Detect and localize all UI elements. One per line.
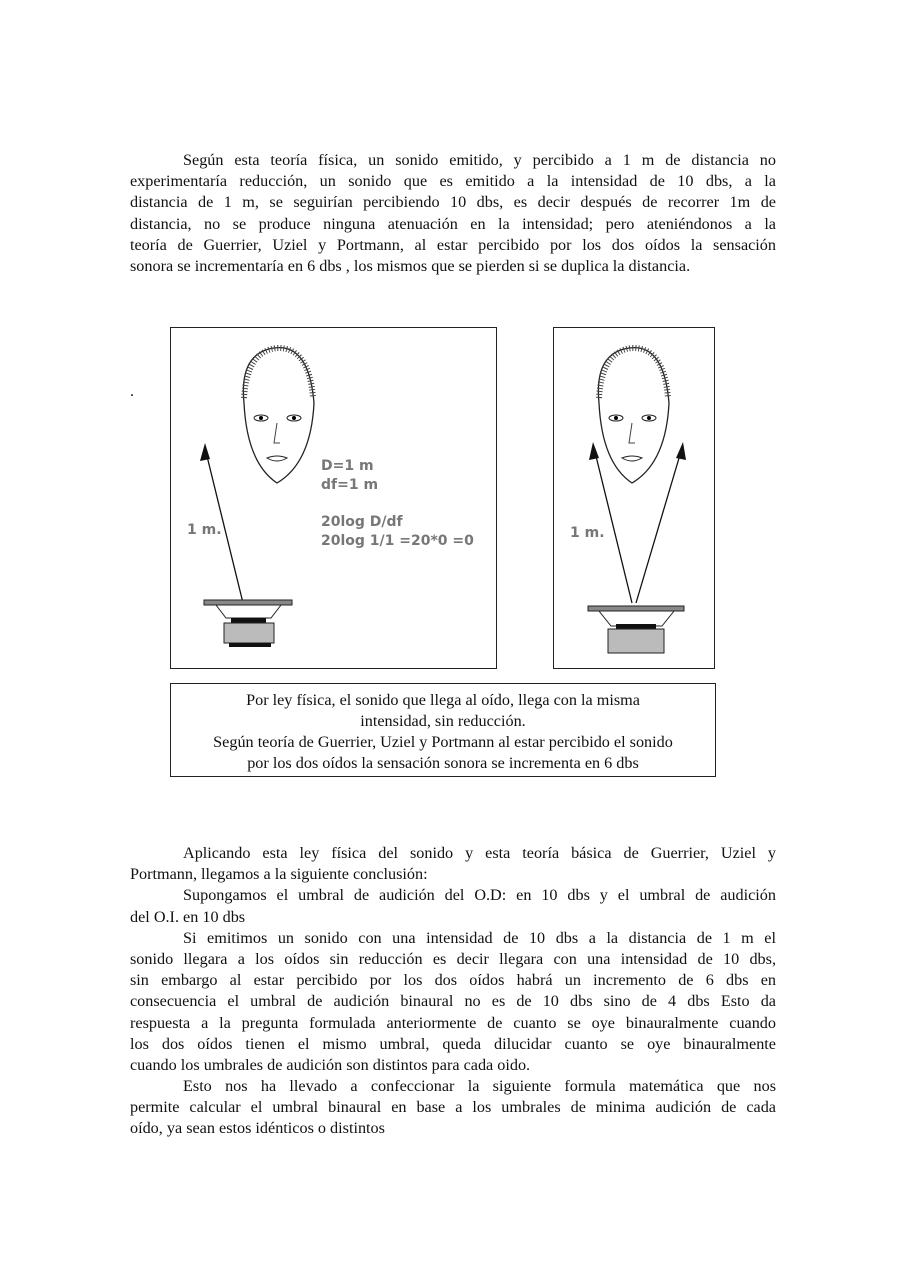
text-line: los dos oídos tienen el mismo umbral, queda dilucidar cuanto se oye binauralmente	[130, 1034, 776, 1053]
head-icon	[243, 348, 314, 483]
text-line: Si emitimos un sonido con una intensidad de 10 dbs a la distancia de 1 m el	[183, 928, 776, 947]
text-line: distancia de 1 m, se seguirían percibiendo 10 dbs, es decir después de recorrer 1m de	[130, 193, 776, 212]
formula-line: D=1 m	[321, 458, 374, 474]
text-line: Aplicando esta ley física del sonido y esta teoría básica de Guerrier, Uziel y	[183, 844, 776, 862]
text-line: sin embargo al estar percibido por los dos oídos habrá un incremento de 6 dbs en	[130, 971, 776, 990]
text-line: respuesta a la pregunta formulada anteriormente de cuanto se oye binauralmente cuando	[130, 1013, 776, 1032]
caption-line: Según teoría de Guerrier, Uziel y Portmann al estar percibido el sonido	[213, 733, 673, 751]
distance-label: 1 m.	[187, 522, 222, 538]
caption-line: intensidad, sin reducción.	[360, 712, 526, 730]
text-line: oído, ya sean estos idénticos o distintos	[130, 1119, 385, 1138]
head-icon	[598, 348, 669, 483]
paragraph-2	[130, 843, 776, 1140]
speaker-icon	[588, 606, 684, 653]
formula-line: 20log 1/1 =20*0 =0	[321, 533, 474, 549]
head-speaker-illustration	[171, 328, 496, 668]
figure-caption-box	[170, 683, 716, 777]
text-line: distancia, no se produce ninguna atenuación en la intensidad; pero ateniéndonos a la	[130, 214, 776, 233]
text-line: Portmann, llegamos a la siguiente conclusión:	[130, 865, 428, 884]
figure-left	[170, 327, 497, 669]
text-line: permite calcular el umbral binaural en base a los umbrales de minima audición de cada	[130, 1098, 776, 1117]
head-speaker-illustration	[554, 328, 714, 668]
text-line: sonora se incrementaría en 6 dbs , los mismos que se pierden si se duplica la distancia.	[130, 256, 691, 275]
caption-line: Por ley física, el sonido que llega al oído, llega con la misma	[246, 691, 640, 709]
text-line: Según esta teoría física, un sonido emitido, y percibido a 1 m de distancia no	[183, 151, 776, 169]
speaker-icon	[204, 600, 292, 647]
text-line: experimentaría reducción, un sonido que es emitido a la intensidad de 10 dbs, a la	[130, 172, 776, 191]
formula-line: 20log D/df	[321, 514, 403, 530]
caption-line: por los dos oídos la sensación sonora se incrementa en 6 dbs	[247, 754, 639, 772]
formula-line: df=1 m	[321, 477, 379, 493]
text-line: Esto nos ha llevado a confeccionar la siguiente formula matemática que nos	[183, 1077, 776, 1096]
text-line: cuando los umbrales de audición son distintos para cada oido.	[130, 1055, 531, 1074]
stray-dot: .	[130, 382, 135, 400]
paragraph-1	[130, 150, 776, 277]
text-line: sonido llegara a los oídos sin reducción es decir llegara con una intensidad de 10 dbs,	[130, 949, 776, 968]
text-line: consecuencia el umbral de audición binaural no es de 10 dbs sino de 4 dbs Esto da	[130, 992, 776, 1011]
text-line: del O.I. en 10 dbs	[130, 907, 246, 926]
figure-right	[553, 327, 715, 669]
distance-label: 1 m.	[570, 525, 605, 541]
text-line: teoría de Guerrier, Uziel y Portmann, al estar percibido por los dos oídos la sensación	[130, 235, 776, 254]
text-line: Supongamos el umbral de audición del O.D: en 10 dbs y el umbral de audición	[183, 886, 776, 905]
